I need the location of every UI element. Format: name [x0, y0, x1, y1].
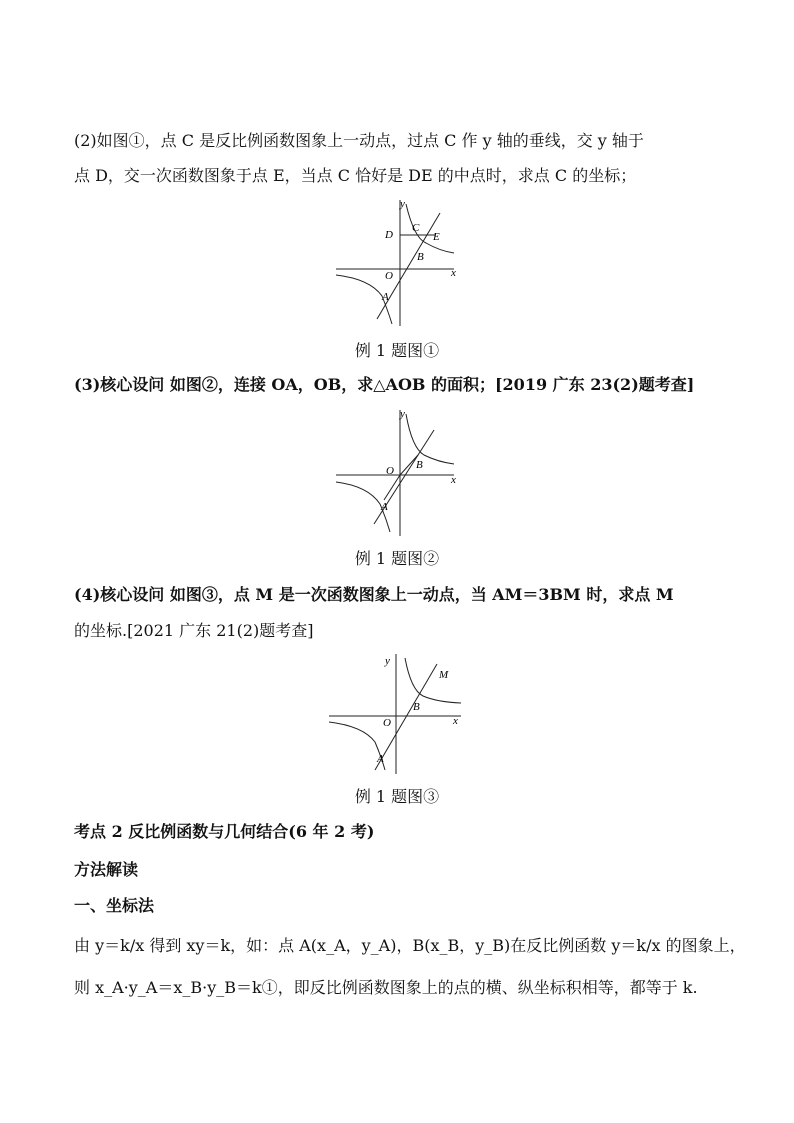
label-m: M — [439, 669, 449, 681]
section4-text: (4)核心设问 如图③，点 M 是一次函数图象上一动点，当 AM＝3BM 时，求点 M — [74, 585, 674, 604]
label-x: x — [453, 715, 458, 727]
section2-line1: (2)如图①，点 C 是反比例函数图象上一动点，过点 C 作 y 轴的垂线，交 y 轴于 — [74, 131, 644, 150]
para-line1: 由 y＝k/x 得到 xy＝k，如：点 A(x_A，y_A)，B(x_B，y_B)在反比例函数 y＝k/x 的图象上， — [74, 936, 746, 955]
hyperbola-branch-1 — [406, 414, 454, 464]
figure-1-caption: 例 1 题图① — [354, 341, 440, 360]
figure-3 — [325, 652, 465, 778]
label-a: A — [382, 291, 389, 303]
figure-2-caption: 例 1 题图② — [354, 549, 440, 568]
label-o: O — [386, 465, 394, 477]
label-c: C — [412, 222, 420, 234]
label-b: B — [413, 701, 420, 713]
sub-heading: 一、坐标法 — [74, 896, 155, 915]
figure-3-caption: 例 1 题图③ — [354, 787, 440, 806]
label-y: y — [400, 408, 405, 420]
para-line2: 则 x_A·y_A＝x_B·y_B＝k①，即反比例函数图象上的点的横、纵坐标积相等，都等于 k. — [74, 978, 698, 997]
hyperbola-branch-1 — [405, 658, 461, 703]
section4-line1 — [74, 584, 724, 606]
method-heading: 方法解读 — [74, 860, 139, 879]
figure-1 — [330, 196, 460, 330]
topic-heading: 考点 2 反比例函数与几何结合(6 年 2 考) — [74, 822, 375, 841]
label-a: A — [377, 753, 384, 765]
section3-line1: (3)核心设问 如图②，连接 OA，OB，求△AOB 的面积；[2019 广东 23(2)题考查] — [74, 375, 695, 394]
label-x: x — [451, 474, 456, 486]
label-b: B — [416, 459, 423, 471]
section2-line2: 点 D，交一次函数图象于点 E，当点 C 恰好是 DE 的中点时，求点 C 的坐标； — [74, 166, 637, 185]
label-o: O — [385, 270, 393, 282]
label-b: B — [417, 251, 424, 263]
label-d: D — [385, 229, 393, 241]
label-e: E — [433, 231, 440, 243]
label-y: y — [400, 198, 405, 210]
figure-2 — [330, 406, 460, 540]
label-o: O — [383, 717, 391, 729]
label-a: A — [381, 501, 388, 513]
section4-line2: 的坐标.[2021 广东 21(2)题考查] — [74, 621, 314, 640]
label-x: x — [451, 267, 456, 279]
label-y: y — [385, 655, 390, 667]
